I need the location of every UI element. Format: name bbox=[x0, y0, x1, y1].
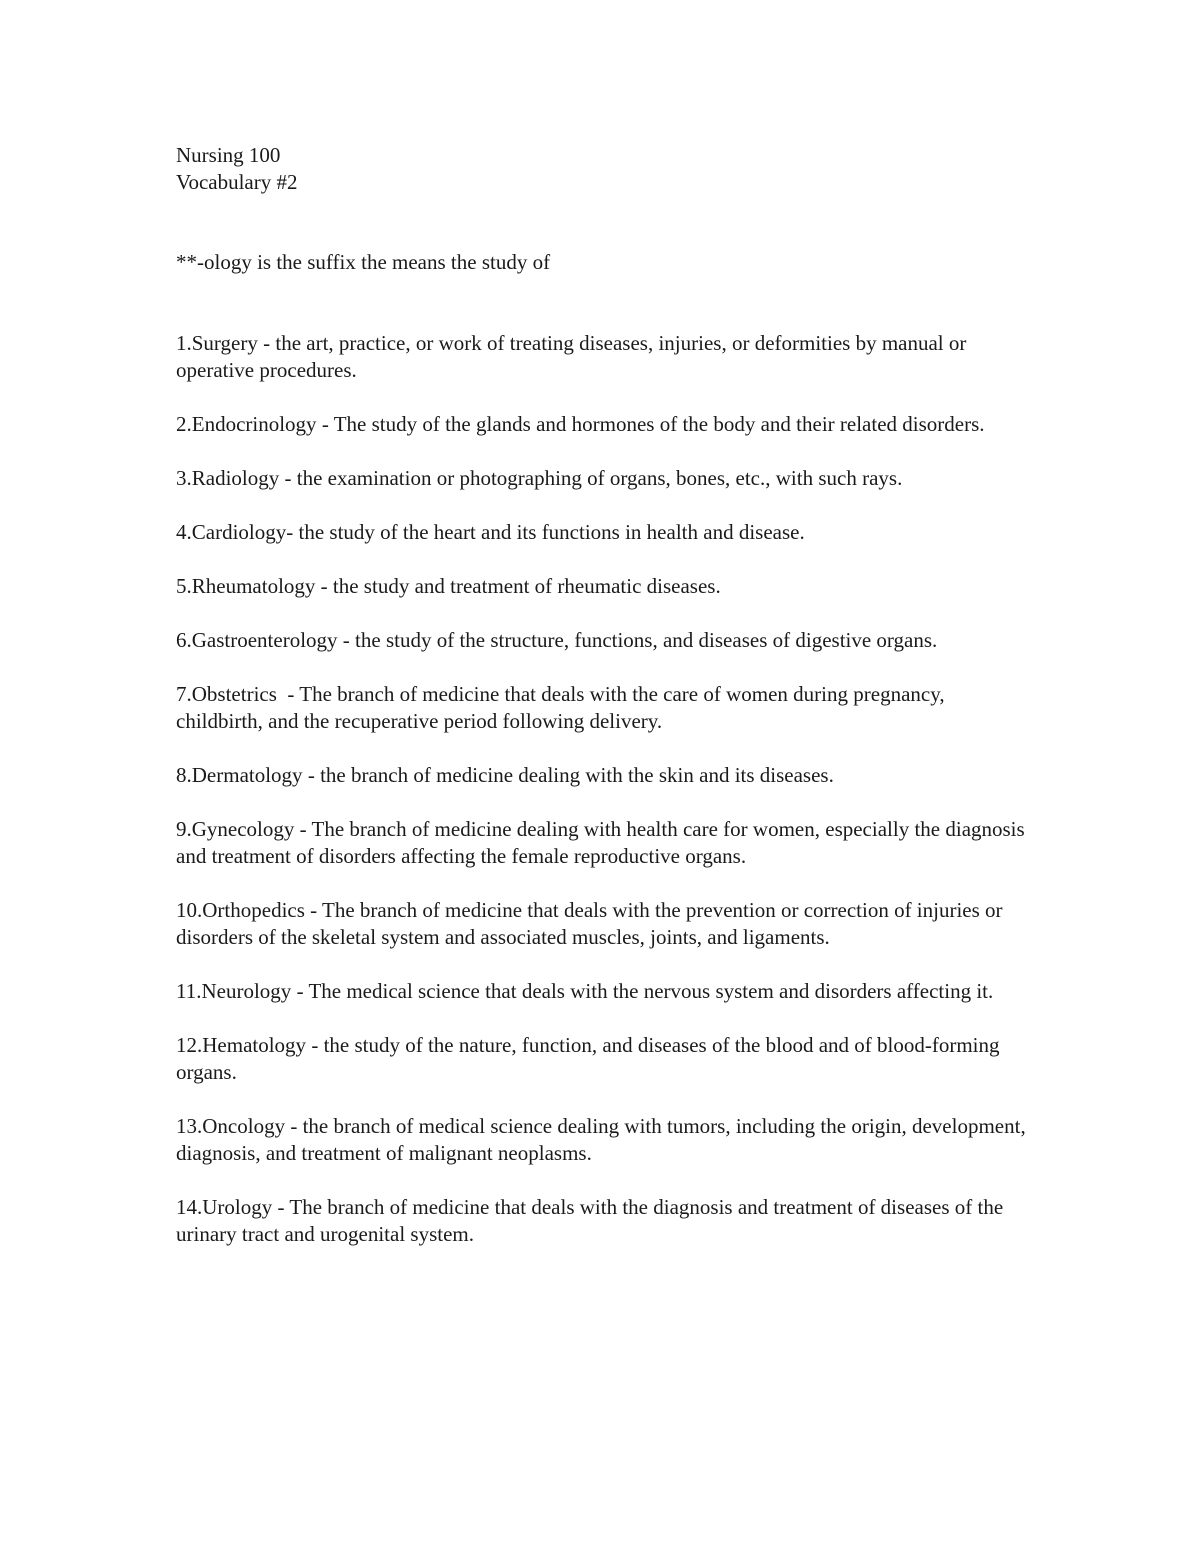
term-separator: - bbox=[294, 817, 312, 841]
term-separator: - bbox=[272, 1195, 290, 1219]
term-word: Rheumatology bbox=[191, 574, 316, 598]
term-definition: the study and treatment of rheumatic diseases. bbox=[332, 574, 721, 598]
term-definition: the study of the heart and its functions in health and disease. bbox=[298, 520, 805, 544]
term-definition: the art, practice, or work of treating diseases, injuries, or deformities by manual or operative procedures. bbox=[176, 331, 967, 382]
term-word: Oncology bbox=[202, 1114, 286, 1138]
item-number: 14. bbox=[176, 1195, 203, 1219]
term-definition: The medical science that deals with the nervous system and disorders affecting it. bbox=[308, 979, 994, 1003]
vocabulary-item bbox=[176, 1113, 1026, 1167]
course-name: Nursing 100 bbox=[176, 143, 281, 167]
term-word: Surgery bbox=[191, 331, 258, 355]
document-page bbox=[176, 142, 1026, 1275]
term-definition: the branch of medical science dealing with tumors, including the origin, development, diagnosis, and treatment of malignant neoplasms. bbox=[176, 1114, 1026, 1165]
vocabulary-item bbox=[176, 330, 1026, 384]
vocabulary-item bbox=[176, 1194, 1026, 1248]
vocabulary-list bbox=[176, 330, 1026, 1248]
item-number: 3. bbox=[176, 466, 192, 490]
term-word: Gynecology bbox=[191, 817, 295, 841]
term-word: Endocrinology bbox=[191, 412, 317, 436]
item-number: 1. bbox=[176, 331, 192, 355]
term-separator: - bbox=[315, 574, 333, 598]
term-definition: the study of the structure, functions, and diseases of digestive organs. bbox=[355, 628, 938, 652]
vocabulary-item bbox=[176, 627, 1026, 654]
item-number: 6. bbox=[176, 628, 192, 652]
vocabulary-item bbox=[176, 762, 1026, 789]
term-definition: The branch of medicine that deals with the prevention or correction of injuries or disorders of the skeletal system and associated muscles, joints, and ligaments. bbox=[176, 898, 1003, 949]
term-separator: - bbox=[257, 331, 276, 355]
term-word: Hematology bbox=[202, 1033, 307, 1057]
item-number: 7. bbox=[176, 682, 192, 706]
item-number: 10. bbox=[176, 898, 203, 922]
item-number: 9. bbox=[176, 817, 192, 841]
suffix-note: **-ology is the suffix the means the study of bbox=[176, 250, 551, 274]
vocabulary-item bbox=[176, 519, 1026, 546]
item-number: 4. bbox=[176, 520, 192, 544]
term-separator: - bbox=[286, 520, 299, 544]
term-word: Obstetrics bbox=[191, 682, 277, 706]
term-definition: The branch of medicine dealing with health care for women, especially the diagnosis and treatment of disorders affecting the female reproductive organs. bbox=[176, 817, 1025, 868]
vocabulary-item bbox=[176, 897, 1026, 951]
term-definition: The study of the glands and hormones of the body and their related disorders. bbox=[333, 412, 985, 436]
term-separator: - bbox=[304, 898, 323, 922]
item-number: 11. bbox=[176, 979, 202, 1003]
term-separator: - bbox=[279, 466, 297, 490]
vocabulary-item bbox=[176, 816, 1026, 870]
term-word: Gastroenterology bbox=[191, 628, 338, 652]
vocabulary-item bbox=[176, 465, 1026, 492]
term-separator: - bbox=[291, 979, 309, 1003]
term-separator: - bbox=[285, 1114, 303, 1138]
term-definition: the examination or photographing of organs, bones, etc., with such rays. bbox=[296, 466, 903, 490]
term-definition: The branch of medicine that deals with the diagnosis and treatment of diseases of the urinary tract and urogenital system. bbox=[176, 1195, 1004, 1246]
item-number: 13. bbox=[176, 1114, 203, 1138]
document-title: Vocabulary #2 bbox=[176, 170, 298, 194]
term-separator: - bbox=[276, 682, 300, 706]
term-word: Urology bbox=[202, 1195, 273, 1219]
term-separator: - bbox=[316, 412, 334, 436]
term-definition: The branch of medicine that deals with the care of women during pregnancy, childbirth, and the recuperative period following delivery. bbox=[176, 682, 945, 733]
term-definition: the study of the nature, function, and diseases of the blood and of blood-forming organs. bbox=[176, 1033, 1000, 1084]
vocabulary-item bbox=[176, 978, 1026, 1005]
vocabulary-item bbox=[176, 1032, 1026, 1086]
term-word: Neurology bbox=[201, 979, 292, 1003]
term-word: Orthopedics bbox=[202, 898, 305, 922]
item-number: 12. bbox=[176, 1033, 203, 1057]
term-word: Cardiology bbox=[191, 520, 287, 544]
term-word: Dermatology bbox=[191, 763, 303, 787]
vocabulary-item bbox=[176, 681, 1026, 735]
document-header bbox=[176, 142, 1026, 196]
term-separator: - bbox=[306, 1033, 324, 1057]
term-separator: - bbox=[302, 763, 321, 787]
term-separator: - bbox=[337, 628, 356, 652]
vocabulary-item bbox=[176, 573, 1026, 600]
item-number: 2. bbox=[176, 412, 192, 436]
term-word: Radiology bbox=[191, 466, 280, 490]
term-definition: the branch of medicine dealing with the skin and its diseases. bbox=[320, 763, 834, 787]
item-number: 5. bbox=[176, 574, 192, 598]
item-number: 8. bbox=[176, 763, 192, 787]
vocabulary-item bbox=[176, 411, 1026, 438]
